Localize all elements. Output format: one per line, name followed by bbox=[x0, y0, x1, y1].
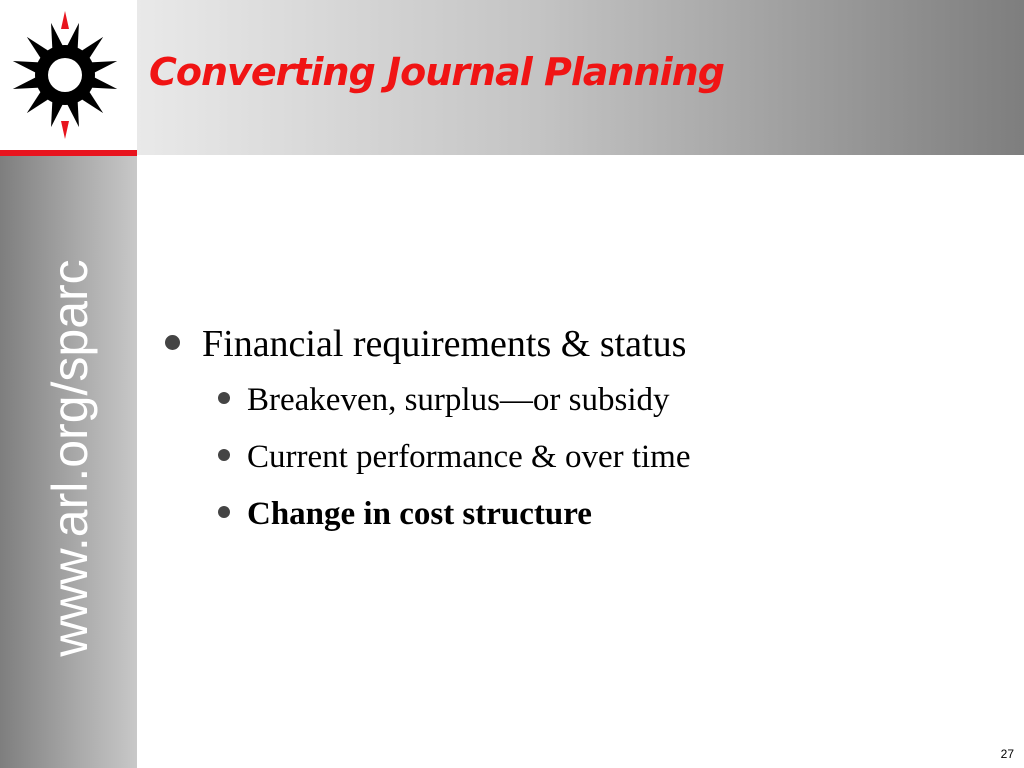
sub-bullet-text: Breakeven, surplus—or subsidy bbox=[247, 382, 670, 418]
slide-title: Converting Journal Planning bbox=[149, 50, 724, 94]
sub-bullet-text: Change in cost structure bbox=[247, 496, 592, 532]
logo-center bbox=[48, 58, 82, 92]
bullet-dot-icon bbox=[218, 392, 230, 404]
bullet-dot-icon bbox=[165, 335, 180, 350]
page-number: 27 bbox=[1000, 747, 1014, 761]
sub-bullet-list bbox=[165, 382, 985, 553]
bullet-text: Financial requirements & status bbox=[202, 323, 687, 365]
bullet-level2 bbox=[218, 382, 985, 439]
sub-bullet-text: Current performance & over time bbox=[247, 439, 691, 475]
bullet-dot-icon bbox=[218, 449, 230, 461]
slide-body bbox=[165, 322, 985, 553]
logo-red-spike bbox=[61, 11, 69, 29]
title-banner bbox=[137, 0, 1024, 155]
side-url-text: www.arl.org/sparc bbox=[42, 259, 98, 657]
sparc-starburst-logo-icon bbox=[0, 10, 130, 140]
bullet-level2 bbox=[218, 496, 985, 553]
bullet-level1 bbox=[165, 322, 985, 368]
sparc-logo bbox=[0, 0, 137, 150]
bullet-level2 bbox=[218, 439, 985, 496]
bullet-dot-icon bbox=[218, 506, 230, 518]
side-banner bbox=[0, 156, 137, 768]
logo-red-spike bbox=[61, 121, 69, 139]
